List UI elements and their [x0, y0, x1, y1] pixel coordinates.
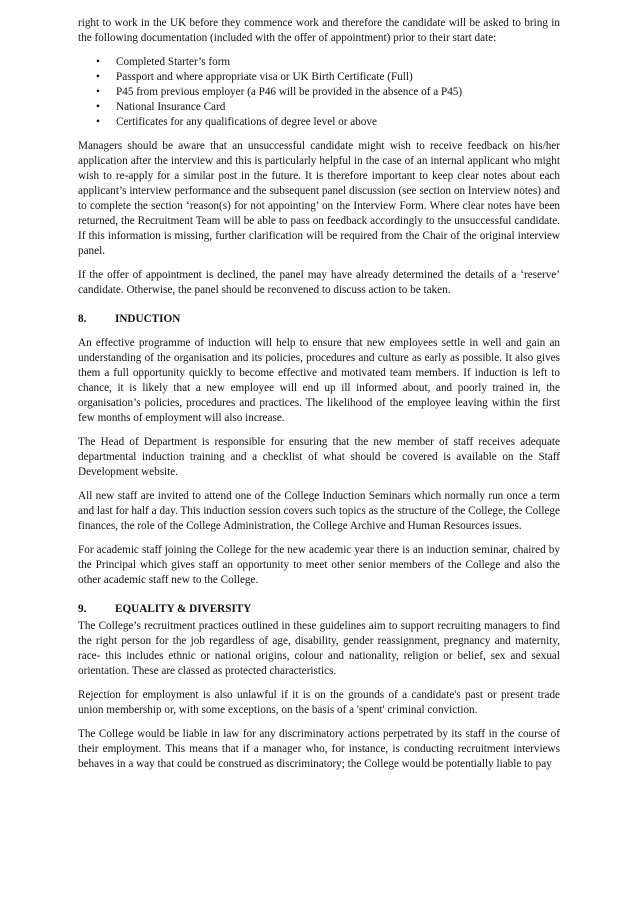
list-item: • Passport and where appropriate visa or UK Birth Certificate (Full): [96, 71, 413, 83]
section-title: INDUCTION: [115, 313, 181, 325]
induction-paragraph: The Head of Department is responsible for ensuring that the new member of staff receives adequate departmental induction training and a checklist of what should be covered is available on the Staff Development website.: [78, 436, 560, 478]
bullet-icon: •: [96, 86, 100, 98]
list-item: • Certificates for any qualifications of degree level or above: [96, 116, 377, 128]
bullet-icon: •: [96, 116, 100, 128]
intro-paragraph: right to work in the UK before they commence work and therefore the candidate will be asked to bring in the following documentation (included with the offer of appointment) prior to their start date:: [78, 17, 560, 44]
list-item: • National Insurance Card: [96, 101, 226, 113]
section-heading-induction: [78, 312, 560, 327]
list-item: • Completed Starter’s form: [96, 56, 231, 68]
induction-paragraph: All new staff are invited to attend one of the College Induction Seminars which normally run once a term and last for half a day. This induction session covers such topics as the structure of the College, the College finances, the role of the College Administration, the College Archive and Human Resources issues.: [78, 490, 560, 532]
equality-paragraph: The College’s recruitment practices outlined in these guidelines aim to support recruiting managers to find the right person for the job regardless of age, disability, gender reassignment, pregnancy and maternity, race- this includes ethnic or national origins, colour and nationality, religion or belief, sex and sexual orientation. These are classed as protected characteristics.: [78, 620, 560, 677]
bullet-icon: •: [96, 101, 100, 113]
documentation-list: [78, 55, 560, 130]
section-number: 9.: [78, 603, 87, 615]
declined-offer-paragraph: If the offer of appointment is declined, the panel may have already determined the details of a ‘reserve’ candidate. Otherwise, the panel should be reconvened to discuss action to be taken.: [78, 269, 560, 296]
equality-paragraph: The College would be liable in law for any discriminatory actions perpetrated by its staff in the course of their employment. This means that if a manager who, for instance, is conducting recruitment interviews behaves in a way that could be construed as discriminatory; the College would be potentially liable to pay: [78, 728, 560, 770]
bullet-icon: •: [96, 56, 100, 68]
feedback-paragraph: Managers should be aware that an unsuccessful candidate might wish to receive feedback on his/her application after the interview and this is particularly helpful in the case of an internal applicant who might wish to re-apply for a similar post in the future. It is therefore important to keep clear notes about each applicant’s interview performance and the subsequent panel discussion (see section on Interview notes) and to complete the section ‘reason(s) for not appointing’ on the Interview Form. Where clear notes have been returned, the Recruitment Team will be able to pass on feedback accordingly to the unsuccessful candidate. If this information is missing, further clarification will be required from the Chair of the original interview panel.: [78, 140, 560, 257]
bullet-icon: •: [96, 71, 100, 83]
section-number: 8.: [78, 313, 87, 325]
section-heading-equality: [78, 602, 560, 617]
equality-paragraph: Rejection for employment is also unlawful if it is on the grounds of a candidate's past or present trade union membership or, with some exceptions, on the basis of a 'spent' criminal conviction.: [78, 689, 560, 716]
induction-paragraph: An effective programme of induction will help to ensure that new employees settle in well and gain an understanding of the organisation and its policies, procedures and culture as early as possible. It also gives them a full opportunity quickly to become effective and motivated team members. If induction is left to chance, it is likely that a new employee will end up ill informed about, and poorly trained in, the organisation’s policies, procedures and practices. The likelihood of the employee leaving within the first few months of employment will also increase.: [78, 337, 560, 424]
induction-paragraph: For academic staff joining the College for the new academic year there is an induction seminar, chaired by the Principal which gives staff an opportunity to meet other senior members of the College and also the other academic staff new to the College.: [78, 544, 560, 586]
document-page: [78, 16, 560, 781]
section-title: EQUALITY & DIVERSITY: [115, 603, 252, 615]
list-item: • P45 from previous employer (a P46 will be provided in the absence of a P45): [96, 86, 463, 98]
